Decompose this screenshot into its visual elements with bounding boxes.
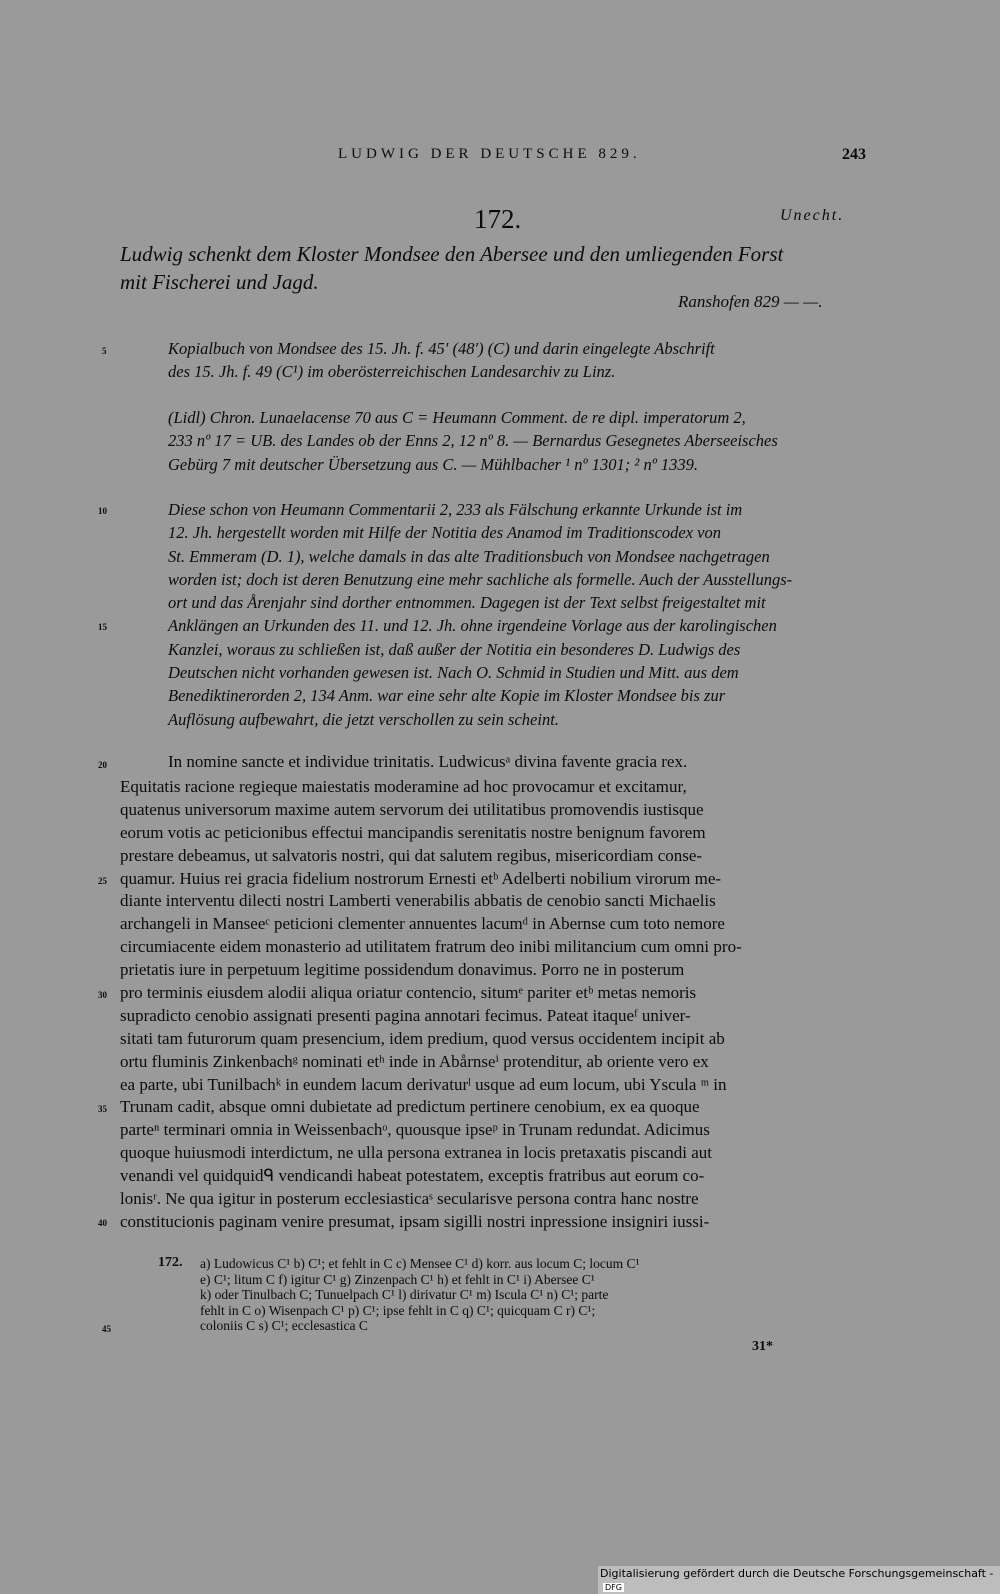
digitization-footer [598,1566,1000,1594]
document-title [120,240,872,296]
charter-line: archangeli in Manseeᶜ peticioni clementer annuentes lacumᵈ in Abernse cum toto nemore [120,914,725,934]
tradition-line: Kopialbuch von Mondsee des 15. Jh. f. 45′ (48′) (C) und darin eingelegte Abschrift [168,339,715,358]
title-line: Ludwig schenkt dem Kloster Mondsee den Abersee und den umliegenden Forst [120,242,784,266]
dfg-logo: DFG [605,1583,622,1592]
charter-line: prietatis iure in perpetuum legitime possidendum donavimus. Porro ne in posterum [120,960,685,980]
charter-line: lonisʳ. Ne qua igitur in posterum ecclesiasticaˢ secularisve persona contra hanc nostre [120,1189,699,1209]
commentary-line: worden ist; doch ist deren Benutzung eine mehr sachliche als formelle. Auch der Ausstellungs- [168,569,793,589]
tradition-line: des 15. Jh. f. 49 (C¹) im oberösterreichischen Landesarchiv zu Linz. [168,362,616,382]
charter-line: pro terminis eiusdem alodii aliqua oriatur contencio, situmᵉ pariter etᵇ metas nemoris [120,983,697,1003]
charter-line: sitati tam futurorum quam presencium, idem predium, quod versus occidentem incipit ab [120,1028,725,1048]
charter-line: Trunam cadit, absque omni dubietate ad predictum pertinere cenobium, ex ea quoque [120,1097,700,1117]
tradition-paragraph [168,337,874,384]
commentary-line: Auflösung aufbewahrt, die jetzt verschollen zu sein scheint. [168,709,559,729]
line-number: 5 [102,346,107,356]
charter-line: circumiacente eidem monasterio ad utilitatem fratrum deo inibi militancium cum omni pro- [120,937,742,957]
charter-line: venandi vel quidquidᑫ vendicandi habeat potestatem, exceptis fratribus aut eorum co- [120,1166,705,1186]
charter-line: parteⁿ terminari omnia in Weissenbachᵒ, quousque ipseᵖ in Trunam redundat. Adicimus [120,1120,710,1140]
line-number: 40 [98,1218,107,1228]
signature-mark: 31* [752,1339,773,1354]
charter-line: ea parte, ubi Tunilbachᵏ in eundem lacum derivaturˡ usque ad eum locum, ubi Yscula ᵐ in [120,1074,727,1094]
commentary-line: Deutschen nicht vorhanden gewesen ist. Nach O. Schmid in Studien und Mitt. aus dem [168,663,739,683]
footnotes [200,1256,876,1334]
editions-line: (Lidl) Chron. Lunaelacense 70 aus C = Heumann Comment. de re dipl. imperatorum 2, [168,408,746,427]
charter-line: quoque huiusmodi interdictum, ne ulla persona extranea in locis pretaxatis piscandi aut [120,1143,713,1163]
authenticity-status: Unecht. [780,207,845,224]
charter-line: quatenus universorum maxime autem servorum dei utilitatibus promovendis iustisque [120,799,704,819]
line-number: 45 [102,1324,111,1334]
commentary-line: Diese schon von Heumann Commentarii 2, 233 als Fälschung erkannte Urkunde ist im [168,500,743,519]
commentary-line: St. Emmeram (D. 1), welche damals in das alte Traditionsbuch von Mondsee nachgetragen [168,546,770,566]
footnote-line: fehlt in C o) Wisenpach C¹ p) C¹; ipse fehlt in C q) C¹; quicquam C r) C¹; [200,1302,596,1318]
line-number: 25 [98,876,107,886]
footnote-line: k) oder Tinulbach C; Tunuelpach C¹ l) dirivatur C¹ m) Iscula C¹ n) C¹; parte [200,1287,609,1302]
footer-text: Digitalisierung gefördert durch die Deutsche Forschungsgemeinschaft - [600,1567,994,1580]
commentary-line: Anklängen an Urkunden des 11. und 12. Jh. ohne irgendeine Vorlage aus der karolingischen [168,616,777,636]
commentary-line: Benediktinerorden 2, 134 Anm. war eine sehr alte Kopie im Kloster Mondsee bis zur [168,686,726,706]
running-title: LUDWIG DER DEUTSCHE 829. [338,146,641,162]
editions-line: Gebürg 7 mit deutscher Übersetzung aus C. — Mühlbacher ¹ nº 1301; ² nº 1339. [168,454,699,474]
commentary-line: ort und das Årenjahr sind dorther entnommen. Dagegen ist der Text selbst freigestaltet mit [168,593,766,613]
document-number: 172. [474,204,522,234]
line-number: 15 [98,622,107,632]
line-number: 35 [98,1104,107,1114]
charter-line: ortu fluminis Zinkenbachᵍ nominati etʰ inde in Abårnseⁱ protenditur, ab oriente vero ex [120,1051,709,1071]
line-number: 20 [98,760,107,770]
title-line: mit Fischerei und Jagd. [120,270,319,294]
charter-line: diante interventu dilecti nostri Lamberti venerabilis abbatis de cenobio sancti Michaelis [120,891,716,911]
line-number: 10 [98,506,107,516]
charter-line: prestare debeamus, ut salvatoris nostri, qui dat salutem regibus, misericordiam conse- [120,845,703,865]
commentary-paragraph [168,498,874,731]
footnote-line: coloniis C s) C¹; ecclesastica C [200,1318,368,1333]
charter-line: constitucionis paginam venire presumat, ipsam sigilli nostri inpressione insigniri iussi- [120,1211,710,1231]
line-number: 30 [98,990,107,1000]
footnote-line: a) Ludowicus C¹ b) C¹; et fehlt in C c) Mensee C¹ d) korr. aus locum C; locum C¹ [200,1256,640,1271]
footnote-label: 172. [158,1255,183,1270]
charter-text [120,776,876,1234]
page-number: 243 [842,146,866,163]
charter-line: quamur. Huius rei gracia fidelium nostrorum Ernesti etᵇ Adelberti nobilium virorum me- [120,868,722,888]
charter-line: supradicto cenobio assignati presenti pagina annotari fecimus. Pateat itaqueᶠ univer- [120,1005,691,1025]
commentary-line: Kanzlei, woraus zu schließen ist, daß außer der Notitia ein besonderes D. Ludwigs des [168,639,741,659]
charter-line: eorum votis ac peticionibus effectui mancipandis serenitatis nostre benignum favorem [120,822,706,842]
editions-paragraph [168,406,874,476]
charter-line: Equitatis racione regieque maiestatis moderamine ad hoc provocamur et excitamur, [120,777,687,796]
invocation-line: In nomine sancte et individue trinitatis. Ludwicusᵃ divina favente gracia rex. [168,752,688,771]
place-date: Ranshofen 829 — —. [678,292,823,311]
commentary-line: 12. Jh. hergestellt worden mit Hilfe der Notitia des Anamod im Traditionscodex von [168,523,722,543]
footnote-line: e) C¹; litum C f) igitur C¹ g) Zinzenpach C¹ h) et fehlt in C¹ i) Abersee C¹ [200,1271,595,1287]
editions-line: 233 nº 17 = UB. des Landes ob der Enns 2, 12 nº 8. — Bernardus Gesegnetes Aberseeisches [168,431,778,451]
